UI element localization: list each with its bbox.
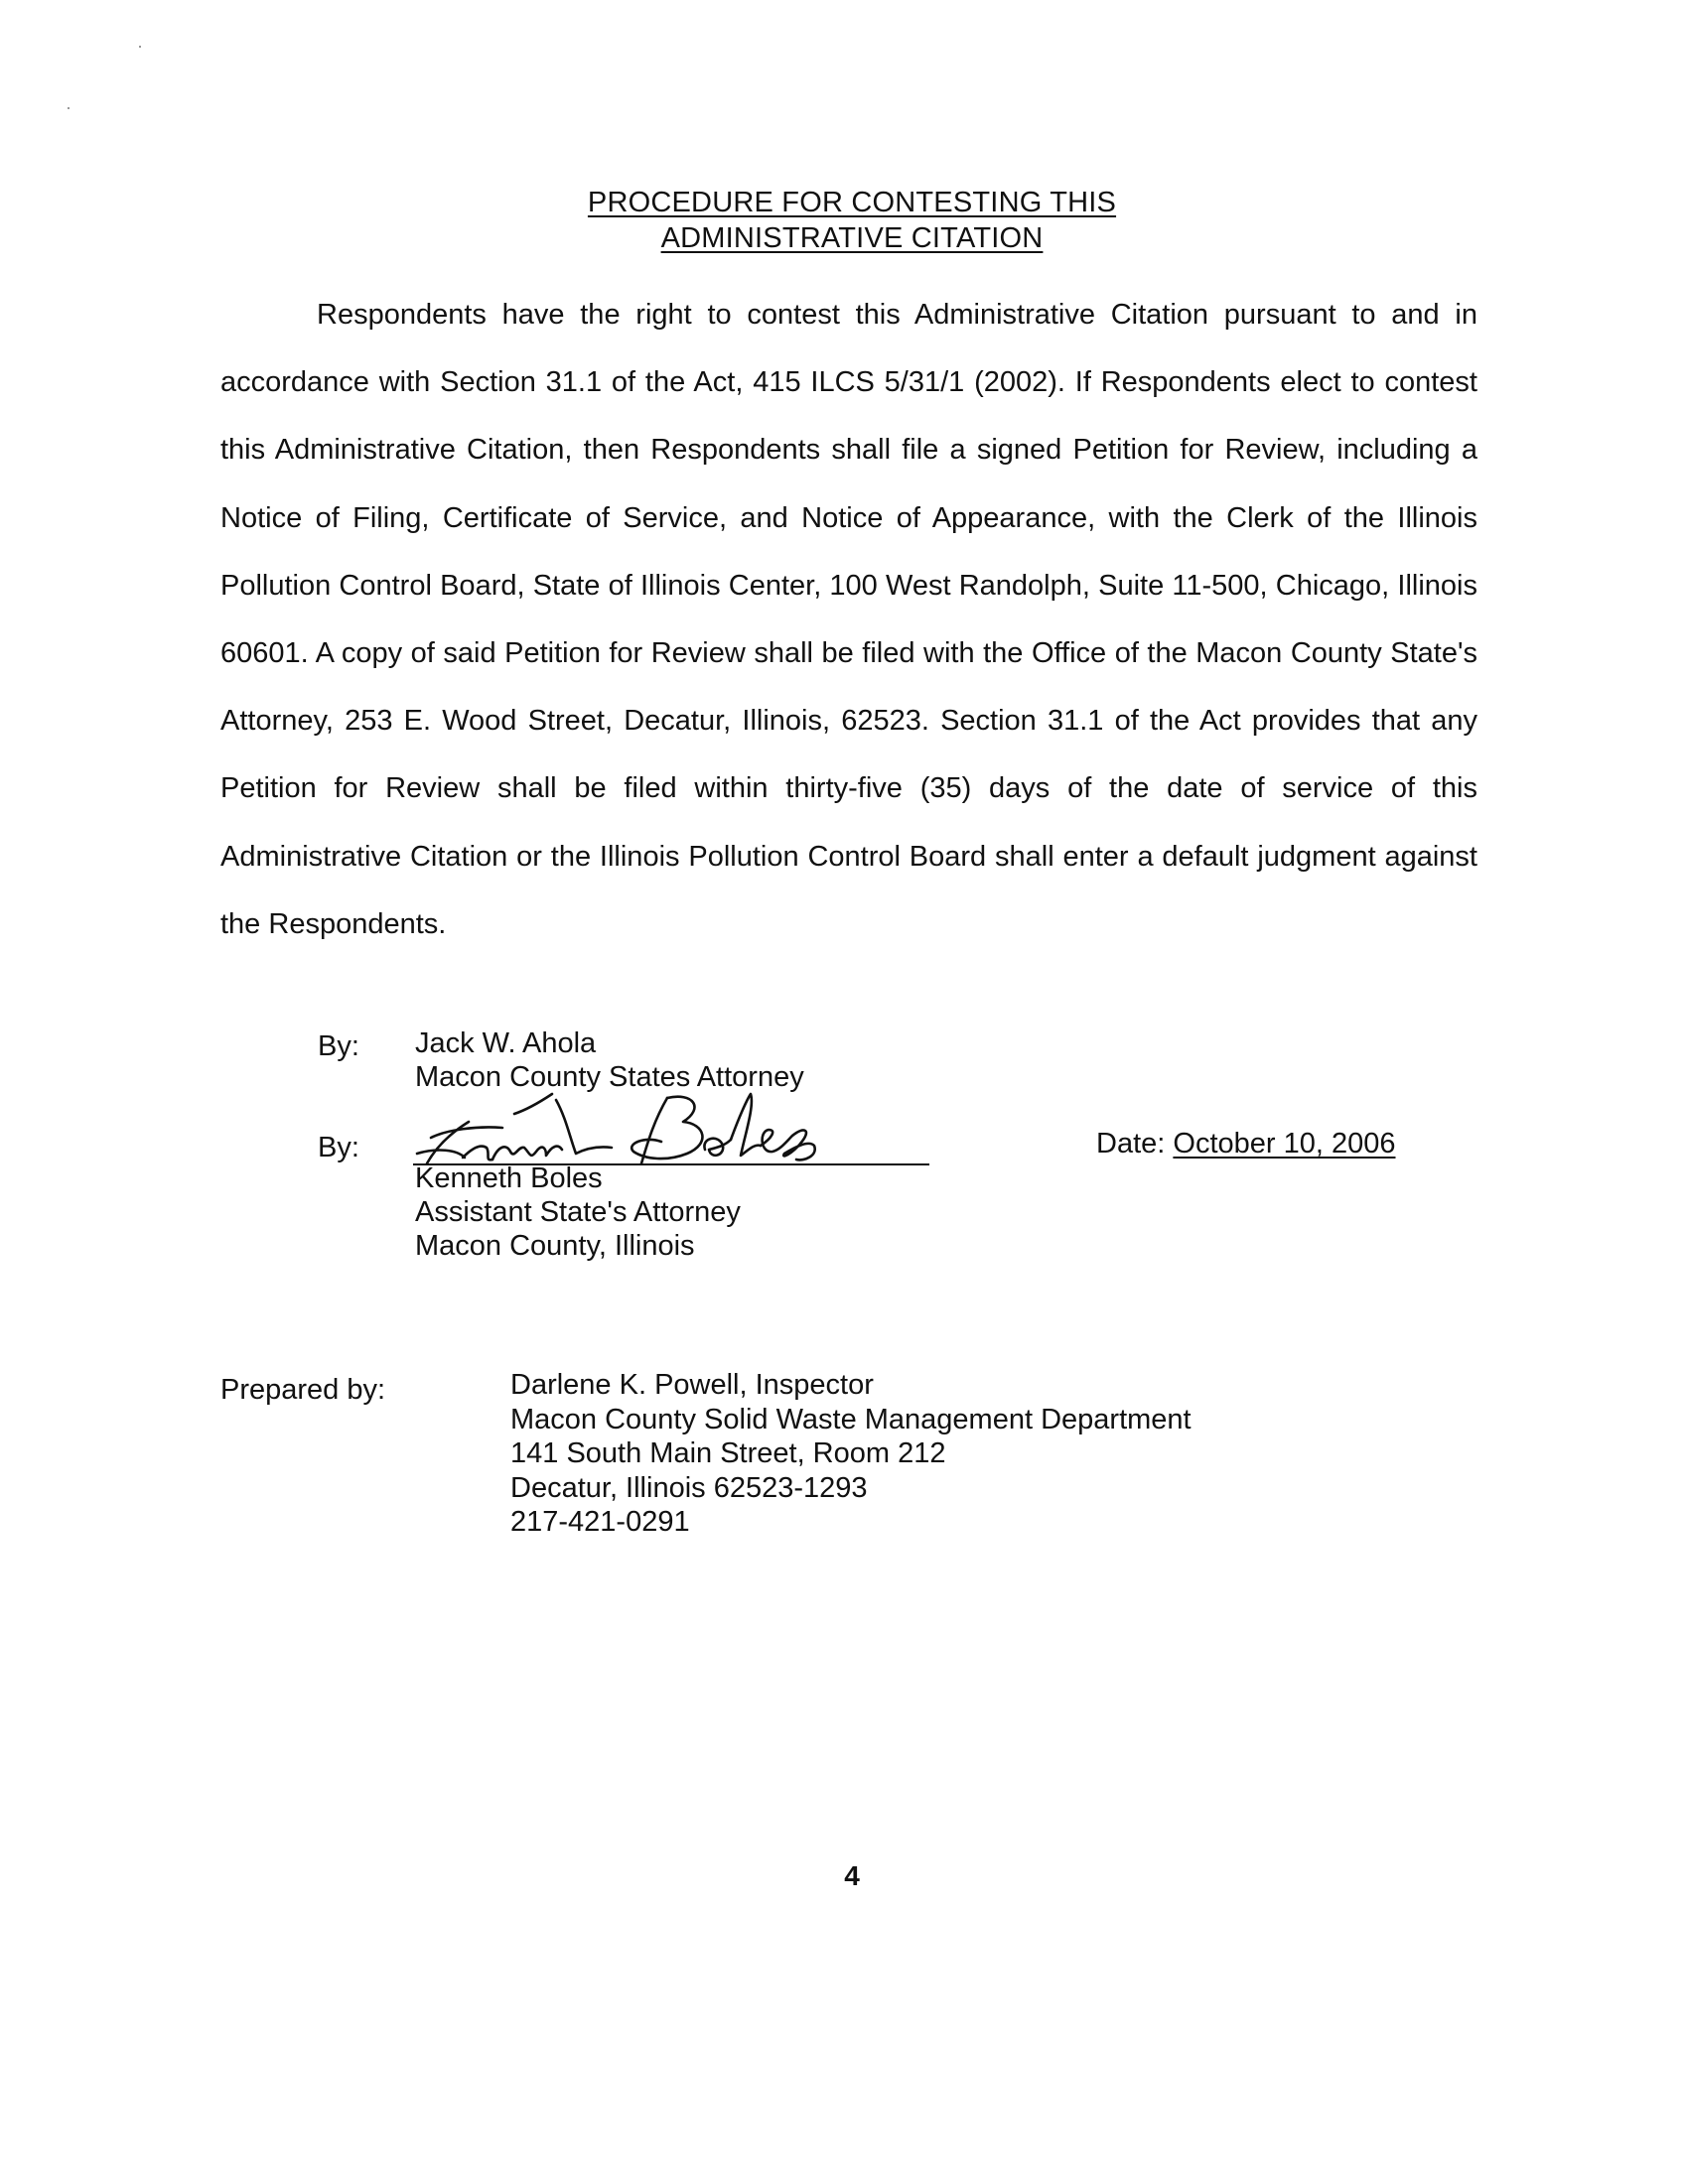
- date-row: [1096, 1128, 1396, 1160]
- preparer-city: Decatur, Illinois 62523-1293: [510, 1471, 868, 1504]
- body-paragraph: [220, 281, 1477, 958]
- document-heading: [0, 185, 1684, 256]
- heading-line-2: ADMINISTRATIVE CITATION: [660, 222, 1044, 254]
- preparer-street: 141 South Main Street, Room 212: [510, 1437, 946, 1469]
- signatory-location: Macon County, Illinois: [415, 1230, 695, 1262]
- by-label-1: By:: [318, 1030, 359, 1062]
- prepared-by-label: Prepared by:: [220, 1374, 386, 1406]
- date-label: Date:: [1096, 1128, 1166, 1160]
- preparer-department: Macon County Solid Waste Management Department: [510, 1403, 1192, 1435]
- signatory-boles: [415, 1161, 741, 1263]
- prepared-by-block: [510, 1368, 1192, 1540]
- preparer-phone: 217-421-0291: [510, 1506, 690, 1538]
- body-paragraph-text: Respondents have the right to contest this Administrative Citation pursuant to and in accordance with Section 31.1 of the Act, 415 ILCS 5/31/1 (2002). If Respondents elect to contest this Administrative Citation, then Respondents shall file a signed Petition for Review, including a Notice of Filing, Certificate of Service, and Notice of Appearance, with the Clerk of the Illinois Pollution Control Board, State of Illinois Center, 100 West Randolph, Suite 11-500, Chicago, Illinois 60601. A copy of said Petition for Review shall be filed with the Office of the Macon County State's Attorney, 253 E. Wood Street, Decatur, Illinois, 62523. Section 31.1 of the Act provides that any Petition for Review shall be filed within thirty-five (35) days of the date of service of this Administrative Citation or the Illinois Pollution Control Board shall enter a default judgment against the Respondents.: [220, 299, 1477, 940]
- preparer-name: Darlene K. Powell, Inspector: [510, 1369, 874, 1401]
- signatory-title: Assistant State's Attorney: [415, 1196, 741, 1228]
- page-number: 4: [844, 1860, 860, 1891]
- date-value: October 10, 2006: [1173, 1128, 1396, 1160]
- signatory-ahola: [415, 1026, 804, 1094]
- scan-speck: [68, 107, 70, 109]
- heading-line-1: PROCEDURE FOR CONTESTING THIS: [587, 187, 1117, 218]
- scan-speck: [139, 46, 141, 48]
- signatory-name: Kenneth Boles: [415, 1162, 603, 1194]
- by-label-2: By:: [318, 1132, 359, 1163]
- signatory-title: Macon County States Attorney: [415, 1061, 804, 1093]
- signatory-name: Jack W. Ahola: [415, 1027, 597, 1059]
